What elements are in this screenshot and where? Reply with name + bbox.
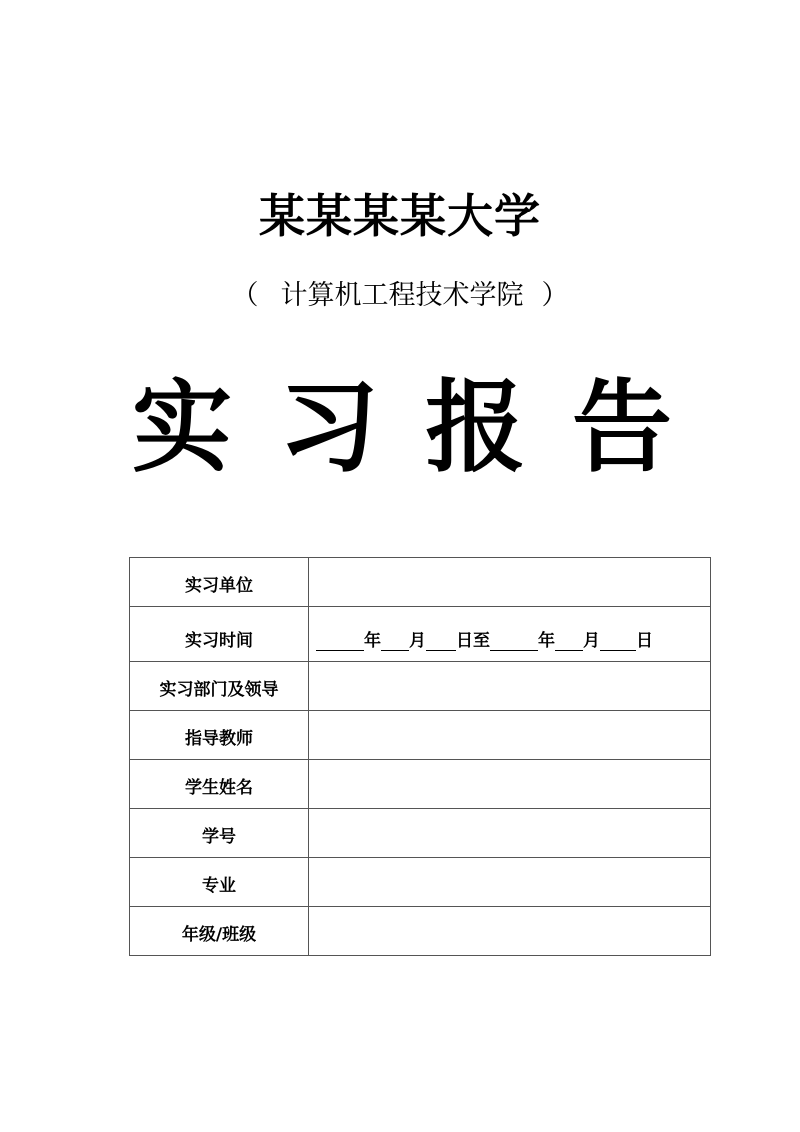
- field-department-leader[interactable]: [309, 662, 711, 711]
- blank-end-year[interactable]: [490, 632, 538, 651]
- blank-end-day[interactable]: [600, 632, 636, 651]
- label-year: 年: [364, 631, 381, 651]
- field-student-id[interactable]: [309, 809, 711, 858]
- date-line: [309, 626, 710, 651]
- blank-end-month[interactable]: [555, 632, 583, 651]
- form-row-teacher: [130, 711, 711, 760]
- form-row-class: [130, 907, 711, 956]
- field-grade-class[interactable]: [309, 907, 711, 956]
- form-row-major: [130, 858, 711, 907]
- label-student-name: 学生姓名: [130, 760, 309, 809]
- blank-start-month[interactable]: [381, 632, 409, 651]
- field-internship-time[interactable]: [309, 607, 711, 662]
- label-month: 月: [409, 631, 426, 651]
- field-internship-unit[interactable]: [309, 558, 711, 607]
- label-year-2: 年: [538, 631, 555, 651]
- label-month-2: 月: [583, 631, 600, 651]
- report-title-char-2: 习: [278, 369, 379, 486]
- form-row-student: [130, 760, 711, 809]
- college-name: 计算机工程技术学院: [280, 280, 524, 311]
- blank-start-year[interactable]: [316, 632, 364, 651]
- label-major: 专业: [130, 858, 309, 907]
- field-major[interactable]: [309, 858, 711, 907]
- label-internship-time: 实习时间: [130, 607, 309, 662]
- form-row-time: [130, 607, 711, 662]
- field-instructor[interactable]: [309, 711, 711, 760]
- report-title-char-3: 报: [425, 369, 526, 486]
- label-department-leader: 实习部门及领导: [130, 662, 309, 711]
- paren-open: （: [231, 280, 259, 311]
- blank-start-day[interactable]: [426, 632, 456, 651]
- report-title: [132, 368, 672, 488]
- label-grade-class: 年级/班级: [130, 907, 309, 956]
- report-title-char-1: 实: [132, 369, 232, 486]
- label-student-id: 学号: [130, 809, 309, 858]
- field-student-name[interactable]: [309, 760, 711, 809]
- label-day-2: 日: [636, 631, 653, 651]
- paren-close: ）: [541, 280, 569, 311]
- form-row-unit: [130, 558, 711, 607]
- label-day-to: 日至: [456, 631, 490, 651]
- report-title-char-4: 告: [571, 369, 672, 486]
- label-internship-unit: 实习单位: [130, 558, 309, 607]
- info-form-table: [129, 557, 711, 956]
- form-row-department: [130, 662, 711, 711]
- university-name: 某某某某大学: [259, 189, 541, 243]
- label-instructor: 指导教师: [130, 711, 309, 760]
- form-row-id: [130, 809, 711, 858]
- college-line: [0, 276, 800, 316]
